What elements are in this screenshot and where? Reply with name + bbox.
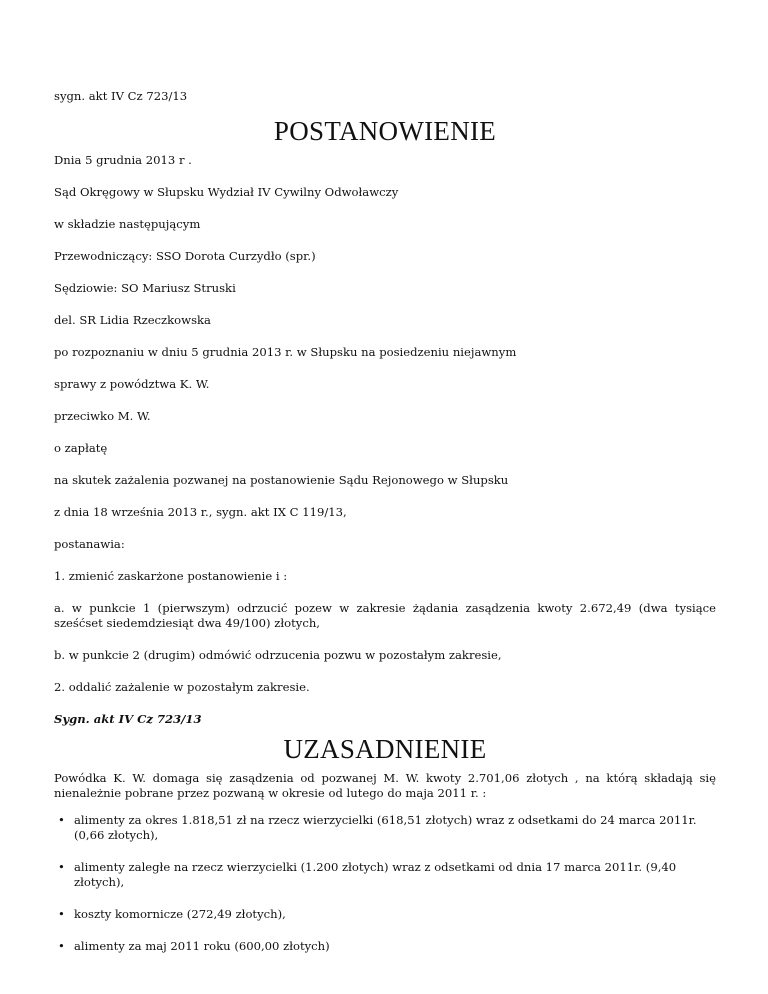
case-signature-top: sygn. akt IV Cz 723/13 <box>54 89 188 103</box>
defendant-line: przeciwko M. W. <box>54 409 151 423</box>
ruling-point-1a: a. w punkcie 1 (pierwszym) odrzucić pozew w zakresie żądania zasądzenia kwoty 2.672,49 (dwa tysiące sześćset siedemdziesiąt dwa 49/100) złotych, <box>54 601 716 630</box>
list-item-text: alimenty za okres 1.818,51 zł na rzecz wierzycielki (618,51 złotych) wraz z odsetkami do 24 marca 2011r. (0,66 złotych), <box>74 813 697 842</box>
presiding-judge-line: Przewodniczący: SSO Dorota Curzydło (spr.) <box>54 249 316 263</box>
list-item <box>58 813 716 843</box>
delegated-judge-line: del. SR Lidia Rzeczkowska <box>54 313 211 327</box>
document-title: POSTANOWIENIE <box>273 116 497 146</box>
bullet-icon: • <box>58 813 65 827</box>
list-item <box>58 907 716 922</box>
list-item <box>58 939 716 954</box>
bullet-icon: • <box>58 939 65 953</box>
appeal-line: na skutek zażalenia pozwanej na postanowienie Sądu Rejonowego w Słupsku <box>54 473 509 487</box>
date-line: Dnia 5 grudnia 2013 r . <box>54 153 192 167</box>
judges-line: Sędziowie: SO Mariusz Struski <box>54 281 236 295</box>
list-item-text: koszty komornicze (272,49 złotych), <box>74 907 286 921</box>
list-item-text: alimenty za maj 2011 roku (600,00 złotych) <box>74 939 330 953</box>
hearing-line: po rozpoznaniu w dniu 5 grudnia 2013 r. w Słupsku na posiedzeniu niejawnym <box>54 345 517 359</box>
plaintiff-line: sprawy z powództwa K. W. <box>54 377 210 391</box>
ruling-point-1: 1. zmienić zaskarżone postanowienie i : <box>54 569 288 583</box>
list-item <box>58 860 716 890</box>
case-signature-bottom: Sygn. akt IV Cz 723/13 <box>54 712 202 726</box>
bullet-icon: • <box>58 860 65 874</box>
court-line: Sąd Okręgowy w Słupsku Wydział IV Cywilny Odwoławczy <box>54 185 399 199</box>
ruling-point-1b: b. w punkcie 2 (drugim) odmówić odrzucenia pozwu w pozostałym zakresie, <box>54 648 502 662</box>
ruling-point-2: 2. oddalić zażalenie w pozostałym zakresie. <box>54 680 310 694</box>
claims-list <box>54 813 716 954</box>
reasoning-intro: Powódka K. W. domaga się zasądzenia od pozwanej M. W. kwoty 2.701,06 złotych , na którą składają się nienależnie pobrane przez pozwaną w okresie od lutego do maja 2011 r. : <box>54 771 716 800</box>
panel-intro-line: w składzie następującym <box>54 217 201 231</box>
lower-court-ref-line: z dnia 18 września 2013 r., sygn. akt IX C 119/13, <box>54 505 347 519</box>
subject-line: o zapłatę <box>54 441 108 455</box>
reasoning-title: UZASADNIENIE <box>283 734 487 764</box>
decides-line: postanawia: <box>54 537 125 551</box>
list-item-text: alimenty zaległe na rzecz wierzycielki (1.200 złotych) wraz z odsetkami od dnia 17 marca 2011r. (9,40 złotych), <box>74 860 677 889</box>
document-page <box>54 0 716 971</box>
bullet-icon: • <box>58 907 65 921</box>
